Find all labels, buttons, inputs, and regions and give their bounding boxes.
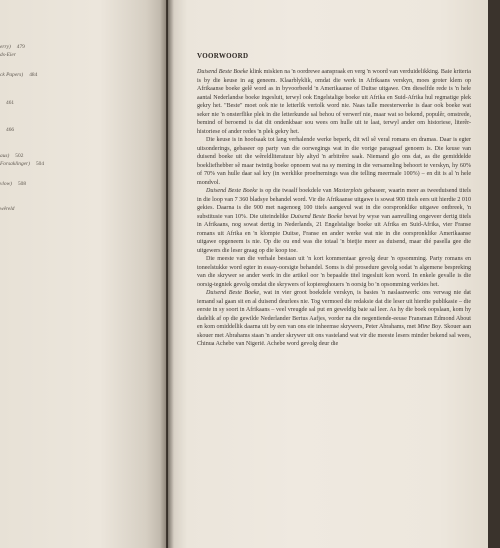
index-entry-title: Forsaklinger) (0, 161, 30, 167)
italic-title: Duisend Beste Boeke (290, 213, 343, 220)
paragraph (197, 289, 471, 349)
text-run: Die keuse is in hoofsaak tot lang verhalende werke beperk, dit wil sê veral romans en dramas. Daar is egter uitsonderings, gebaseer op party van die oorwegings wat in die vorige paragraaf genoem is. Die keuse van duisend boeke uit die wêreldliteratuur bly altyd 'n arbitrêre saak. Niemand glo ons dat, as die gemiddelde boekliefhebber sê maar twintig boeke opnoem wat na sy mening in die versameling behoort te verskyn, hy 60% of 70% van hulle daar sal kry (in werklike proefnemings was die telling meermale 100%) – en dit is al 'n hele mondvol. (197, 137, 471, 186)
index-entry (0, 100, 14, 106)
index-entry (0, 153, 23, 159)
paragraph (197, 187, 471, 255)
index-entry-title: wêreld (0, 206, 15, 212)
index-entry (0, 181, 26, 187)
left-page (0, 0, 166, 548)
index-entry (0, 72, 37, 78)
paragraph (197, 68, 471, 136)
italic-title: Duisend Beste Boeke (197, 69, 249, 75)
index-entry-page-number: 479 (16, 44, 25, 50)
text-run: Die meeste van die verhale bestaan uit 'n kort kommentaar gevolg deur 'n opsomming. Party romans en toneelstukke word egter in essay-oorsigte behandel. Soms is dié prosedure gevolg sodat 'n algemene bespreking van die skrywer se ander werk in die artikel oor 'n bepaalde titel ingesluit kon word. In enkele gevalle is die oorsig-tegniek gevolg omdat die skrywers of kopiereghouers 'n oorsig bo 'n opsomming verkies het. (197, 256, 471, 288)
index-entry (0, 44, 25, 50)
index-entry (0, 52, 16, 58)
book-spine (160, 0, 174, 548)
index-entry-page-number: 461 (6, 100, 15, 106)
italic-title: Mine Boy (417, 324, 441, 330)
text-run: , wat in vier groot boekdele verskyn, is basies 'n naslaanwerk: ons verwag nie dat iemand sal gaan sit en al duisend deurlees nie. Tog vermoed die redaksie dat die leser uit hierdie publikasie – die eerste in sy soort in Afrikaans – veel vreugde sal put en geweldig baie sal leer. As hy die boek oopslaan, kom hy dadelik af op die gewilde Nederlander Bertus Aafjes, vorder na die negentiende-eeuse Fransman Edmond About en kom omiddellik daarna uit by een van ons eie inheemse skrywers, Peter Abrahams, met (197, 290, 471, 330)
index-entry (0, 127, 14, 133)
text-run: is op die twaalf boekdele van (257, 188, 334, 194)
index-entry-page-number: 502 (15, 153, 24, 159)
italic-title: Masterplots (333, 188, 363, 194)
index-entry-title: vlow) (0, 181, 12, 187)
index-entry (0, 206, 14, 212)
italic-title: Duisend Beste Boeke (206, 290, 260, 296)
index-entry-title: erry) (0, 44, 11, 50)
page-edge (488, 0, 500, 548)
text-run: klink miskien na 'n oordrewe aanspraak en verg 'n woord van verduidelikking. Baie kriteria is by die keuse in ag geneem. Klaarblyklik, omdat die werk in Afrikaans verskyn, moes groter klem op Afrikaanse boeke gelê word as in byvoorbeeld 'n Amerikaanse of Duitse uitgawe. Om dieselfde rede is 'n hele aantal Nederlandse boeke ingesluit, terwyl ook Engelstalige boeke uit Afrika en Suid-Afrika hul regmatige plek gekry het. "Beste" moet ook nie te letterlik vertolk word nie. Naas talle meesterwerke is daar ook boeke wat seker nie 'n onsterflike plek in die letterkunde sal behou of verwerf nie, maar wat so bekend, populêr, omstrede, bemind of beroemd is dat dit ondenkbaar sou wees om hulle uit te laat, terwyl ander om historiese, literêr-historiese of ander redes 'n plek gekry het. (197, 69, 471, 135)
paragraph (197, 136, 471, 187)
italic-title: Duisend Beste Boeke (206, 188, 258, 194)
index-entry-title: ds-Eier (0, 52, 16, 58)
paragraph (197, 255, 471, 289)
body-text (197, 68, 471, 349)
index-entry-title: aus) (0, 153, 10, 159)
text-run: gebaseer, waarin meer as tweeduisend titels in die loop van 7 360 bladsye behandel word. Vir die Afrikaanse uitgawe is sowat 900 titels eers uit hierdie 2 010 gekies. Daarna is die 900 met nagenoeg 100 titels aangevul wat in die oorspronklike uitgawe ontbreek, 'n substitusie van 10%. Die uiteindelike (197, 188, 472, 220)
index-entry-title: ck Papers) (0, 72, 24, 78)
text-run: bevat by wyse van aanvulling ongeveer dertig titels in Afrikaans, nog sowat dertig in Nederlands, 21 Engelstalige boeke uit Afrika en Suid-Afrika, vier Franse romans uit Afrika en 'n klompie Duitse, Franse en ander werke wat nie in die oorspronklike Amerikaanse uitgawe opgeneem is nie. Op die ou end was die totaal 'n bietjie meer as duisend, maar dié pasella gee die uitgewers die leser graag op die koop toe. (197, 213, 471, 254)
page-heading: VOORWOORD (197, 52, 249, 60)
index-entry-page-number: 466 (6, 127, 15, 133)
text-run: . Skouer aan skouer met Abrahams staan 'n ander skrywer uit ons vasteland wat vir die meeste lesers minder bekend sal wees, Chinua Achebe van Nigerië. Achebe word gevolg deur die (197, 324, 471, 347)
index-entry (0, 161, 44, 167)
index-entry-page-number: 508 (17, 181, 27, 187)
index-entry-page-number: 484 (29, 72, 38, 78)
index-entry-page-number: 504 (35, 161, 45, 167)
